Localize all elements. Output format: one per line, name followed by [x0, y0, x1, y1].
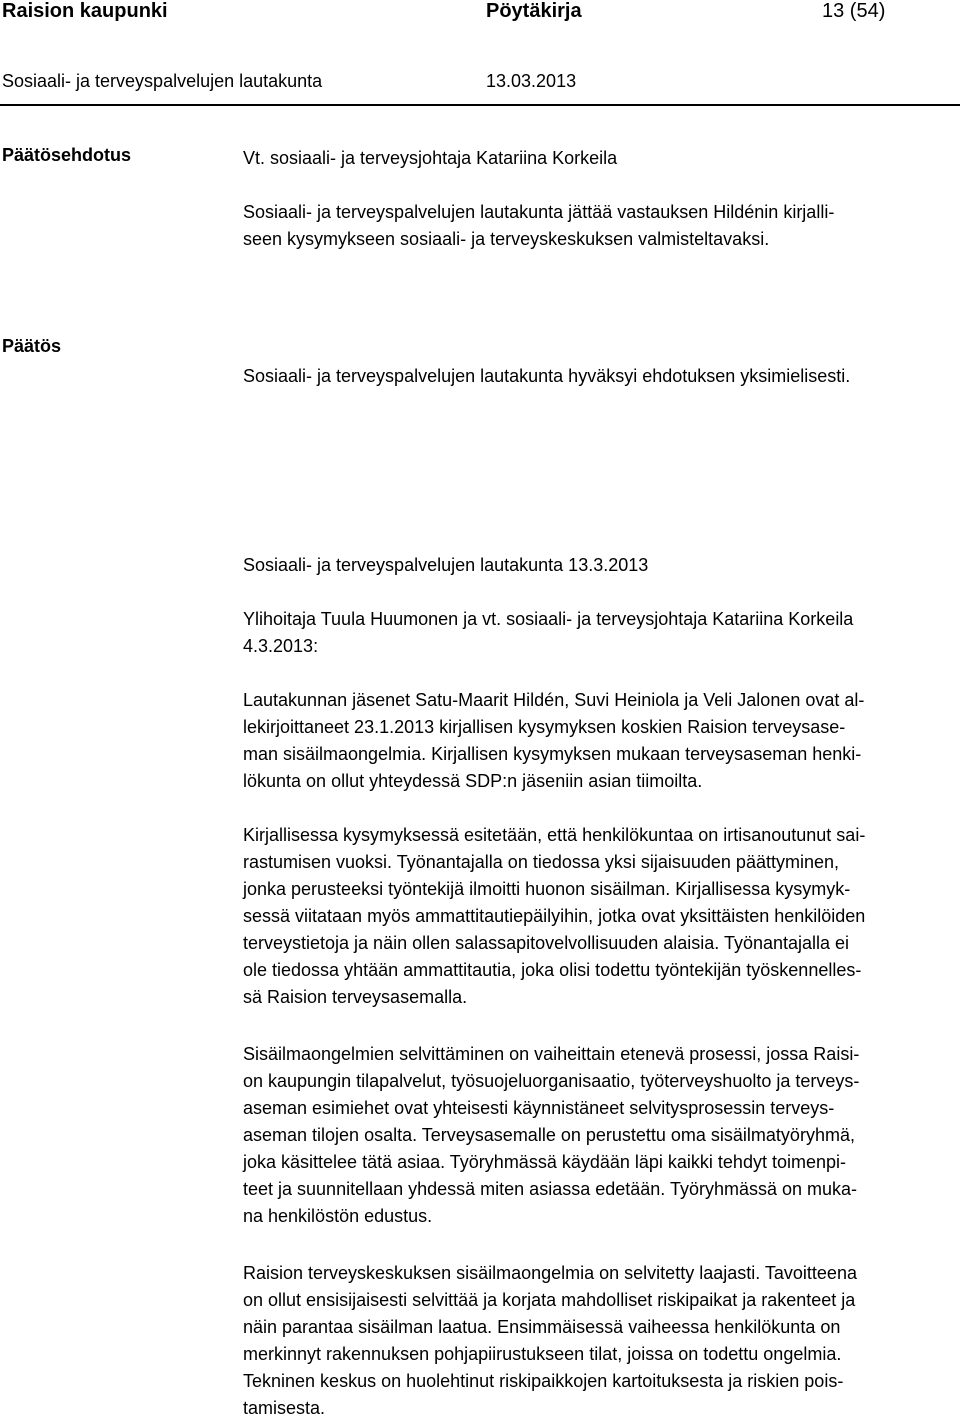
header-divider — [0, 104, 960, 106]
paragraph-1 — [243, 687, 955, 795]
text-line: joka käsittelee tätä asiaa. Työryhmässä käydään läpi kaikki tehdyt toimenpi- — [243, 1152, 846, 1172]
decision-text: Sosiaali- ja terveyspalvelujen lautakunta hyväksyi ehdotuksen yksimielisesti. — [243, 366, 851, 386]
board-name: Sosiaali- ja terveyspalvelujen lautakunta — [2, 71, 323, 91]
page-number: 13 (54) — [822, 0, 886, 22]
proposal-presenter: Vt. sosiaali- ja terveysjohtaja Katariina Korkeila — [243, 148, 618, 168]
text-line: lökunta on ollut yhteydessä SDP:n jäseniin asian tiimoilta. — [243, 771, 703, 791]
text-line: tamisesta. — [243, 1398, 326, 1418]
text-line: na henkilöstön edustus. — [243, 1206, 433, 1226]
text-line: terveystietoja ja näin ollen salassapitovelvollisuuden alaisia. Työnantajalla ei — [243, 933, 850, 953]
text-line: Kirjallisessa kysymyksessä esitetään, että henkilökuntaa on irtisanoutunut sai- — [243, 825, 866, 845]
paragraph-3 — [243, 1041, 955, 1230]
attachment-heading: Sosiaali- ja terveyspalvelujen lautakunta 13.3.2013 — [243, 555, 649, 575]
attachment-intro — [243, 606, 955, 660]
decision-label: Päätös — [2, 336, 62, 356]
text-line: Ylihoitaja Tuula Huumonen ja vt. sosiaali- ja terveysjohtaja Katariina Korkeila — [243, 609, 854, 629]
text-line: Sisäilmaongelmien selvittäminen on vaiheittain etenevä prosessi, jossa Raisi- — [243, 1044, 860, 1064]
proposal-text — [243, 199, 955, 253]
text-line: Tekninen keskus on huolehtinut riskipaikkojen kartoituksesta ja riskien pois- — [243, 1371, 844, 1391]
text-line: 4.3.2013: — [243, 636, 319, 656]
text-line: Lautakunnan jäsenet Satu-Maarit Hildén, Suvi Heiniola ja Veli Jalonen ovat al- — [243, 690, 865, 710]
text-line: aseman tilojen osalta. Terveysasemalle on perustettu oma sisäilmatyöryhmä, — [243, 1125, 855, 1145]
text-line: on kaupungin tilapalvelut, työsuojeluorganisaatio, työterveyshuolto ja terveys- — [243, 1071, 860, 1091]
organization-name: Raision kaupunki — [2, 0, 168, 22]
paragraph-2 — [243, 822, 955, 1011]
text-line: rastumisen vuoksi. Työnantajalla on tiedossa yksi sijaisuuden päättyminen, — [243, 852, 839, 872]
text-line: näin parantaa sisäilman laatua. Ensimmäisessä vaiheessa henkilökunta on — [243, 1317, 841, 1337]
text-line: sä Raision terveysasemalla. — [243, 987, 468, 1007]
paragraph-4 — [243, 1260, 955, 1422]
text-line: seen kysymykseen sosiaali- ja terveyskeskuksen valmisteltavaksi. — [243, 229, 770, 249]
text-line: Sosiaali- ja terveyspalvelujen lautakunta jättää vastauksen Hildénin kirjalli- — [243, 202, 835, 222]
text-line: lekirjoittaneet 23.1.2013 kirjallisen kysymyksen koskien Raision terveysase- — [243, 717, 846, 737]
text-line: on ollut ensisijaisesti selvittää ja korjata mahdolliset riskipaikat ja rakenteet ja — [243, 1290, 856, 1310]
text-line: merkinnyt rakennuksen pohjapiirustukseen tilat, joissa on todettu ongelmia. — [243, 1344, 842, 1364]
proposal-label: Päätösehdotus — [2, 145, 132, 165]
document-type: Pöytäkirja — [486, 0, 582, 22]
text-line: sessä viitataan myös ammattitautiepäilyihin, jotka ovat yksittäisten henkilöiden — [243, 906, 866, 926]
text-line: man sisäilmaongelmia. Kirjallisen kysymyksen mukaan terveysaseman henki- — [243, 744, 862, 764]
text-line: Raision terveyskeskuksen sisäilmaongelmia on selvitetty laajasti. Tavoitteena — [243, 1263, 857, 1283]
text-line: jonka perusteeksi työntekijä ilmoitti huonon sisäilman. Kirjallisessa kysymyk- — [243, 879, 851, 899]
meeting-date: 13.03.2013 — [486, 71, 577, 91]
text-line: aseman esimiehet ovat yhteisesti käynnistäneet selvitysprosessin terveys- — [243, 1098, 835, 1118]
text-line: teet ja suunnitellaan yhdessä miten asiassa edetään. Työryhmässä on muka- — [243, 1179, 858, 1199]
text-line: ole tiedossa yhtään ammattitautia, joka olisi todettu työntekijän työskennelles- — [243, 960, 862, 980]
